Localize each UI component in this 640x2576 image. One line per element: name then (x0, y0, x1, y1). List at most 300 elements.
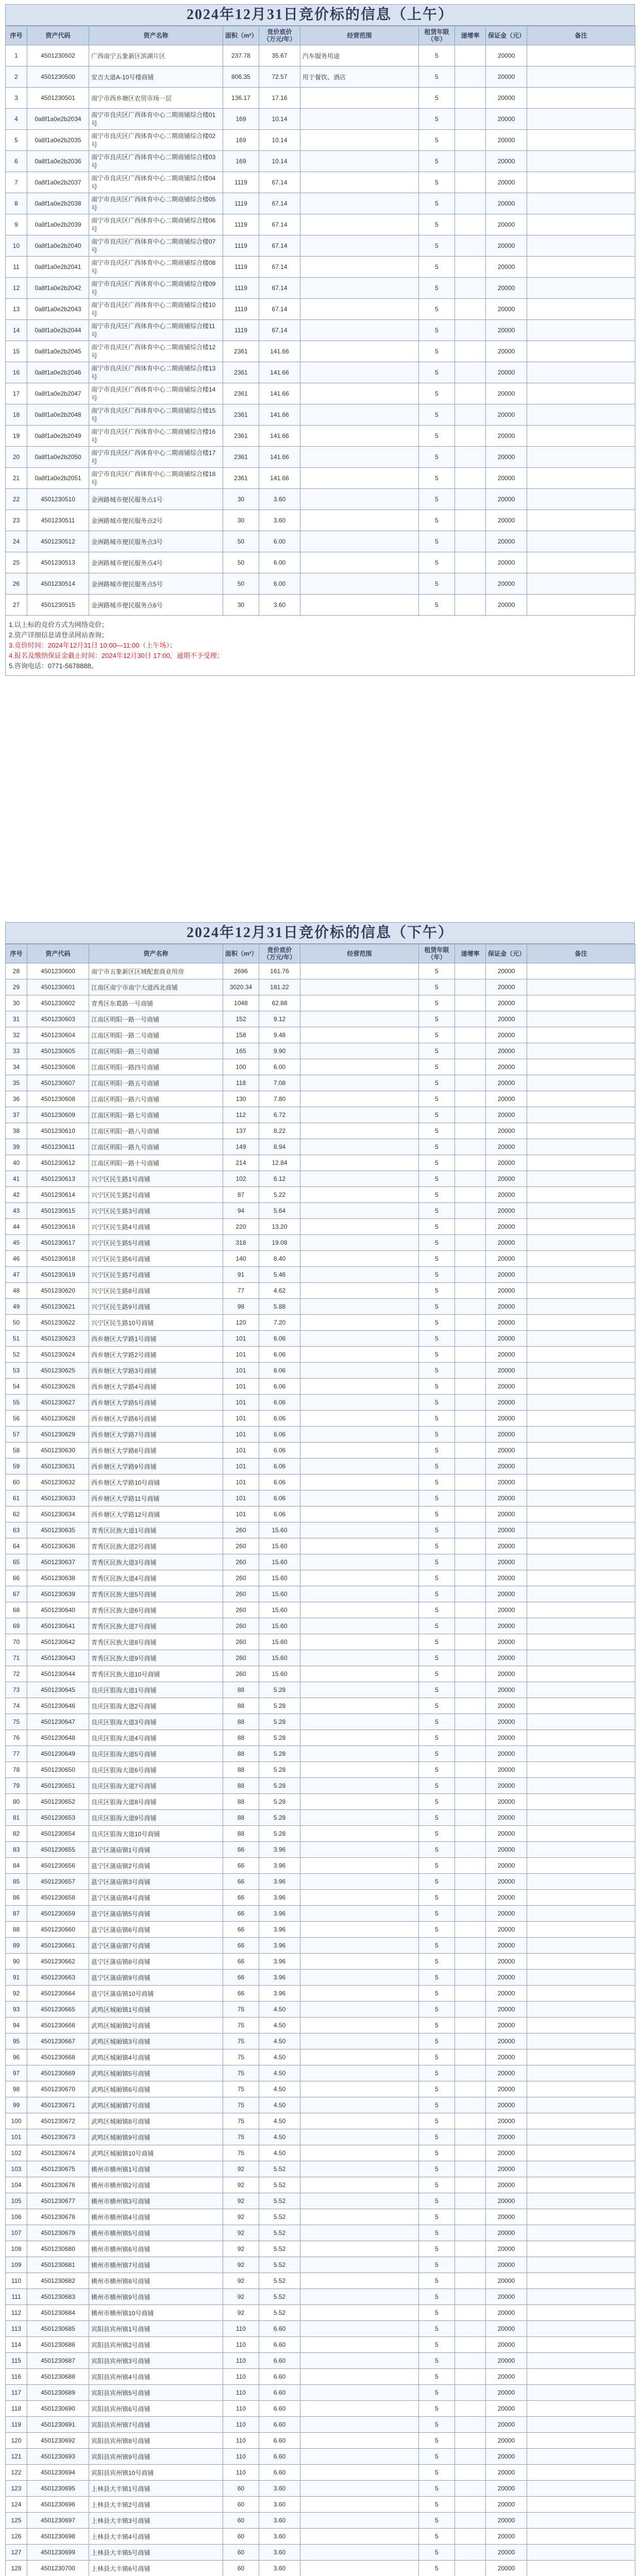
table-cell: 1119 (223, 320, 259, 341)
table-cell (300, 1650, 419, 1666)
table-cell: 96 (6, 2049, 27, 2065)
table-row (6, 2369, 635, 2385)
table-row (6, 1139, 635, 1155)
table-cell (300, 1203, 419, 1219)
table-cell (300, 1283, 419, 1299)
table-cell (300, 1954, 419, 1970)
table-cell: 161.76 (259, 963, 300, 979)
table-cell: 5.28 (259, 1746, 300, 1762)
table-cell (527, 1139, 635, 1155)
table-cell: 100 (6, 2113, 27, 2129)
table-cell: 6.60 (259, 2337, 300, 2353)
table-cell: 20000 (486, 341, 527, 362)
table-cell: 3.96 (259, 1858, 300, 1874)
table-cell (527, 1315, 635, 1331)
table-row (6, 383, 635, 404)
table-cell: 5 (419, 88, 455, 109)
table-row (6, 2273, 635, 2289)
table-cell: 江南区南宁市南宁大道西北商铺 (89, 979, 223, 995)
table-cell: 5 (419, 1187, 455, 1203)
table-cell: 260 (223, 1522, 259, 1538)
table-cell (300, 88, 419, 109)
table-cell: 20000 (486, 130, 527, 151)
table-cell (527, 1602, 635, 1618)
table-cell (455, 1970, 486, 1986)
table-cell: 20000 (486, 1730, 527, 1746)
table-cell (527, 1075, 635, 1091)
table-row (6, 404, 635, 426)
table-cell: 20000 (486, 362, 527, 383)
table-cell: 横州市横州镇5号商铺 (89, 2225, 223, 2241)
table-cell: 101 (6, 2129, 27, 2145)
table-cell (527, 2113, 635, 2129)
column-header: 竞价底价（万元/年） (259, 944, 300, 963)
table-cell: 4501230618 (27, 1251, 89, 1267)
table-cell (527, 2177, 635, 2193)
table-cell (527, 2513, 635, 2529)
table-cell: 101 (223, 1331, 259, 1347)
table-cell: 5 (419, 1490, 455, 1506)
table-cell (300, 1347, 419, 1363)
table-cell (527, 2497, 635, 2513)
table-cell: 260 (223, 1602, 259, 1618)
table-cell (300, 2385, 419, 2401)
table-cell: 20000 (486, 278, 527, 299)
table-cell: 85 (6, 1874, 27, 1890)
table-row (6, 979, 635, 995)
table-row (6, 1411, 635, 1427)
table-cell (300, 1858, 419, 1874)
table-cell: 广西南宁五象新区滨湖片区 (89, 45, 223, 66)
table-cell: 42 (6, 1187, 27, 1203)
table-cell: 20000 (486, 151, 527, 172)
table-cell: 67.14 (259, 214, 300, 235)
table-cell (455, 1954, 486, 1970)
table-cell: 0a8f1a0e2b2040 (27, 235, 89, 257)
table-cell: 5 (419, 552, 455, 573)
table-cell: 1 (6, 45, 27, 66)
table-row (6, 1171, 635, 1187)
column-header: 面积（m²） (223, 26, 259, 45)
table-cell: 4501230668 (27, 2049, 89, 2065)
table-cell: 宾阳县宾州镇1号商铺 (89, 2321, 223, 2337)
table-cell: 青秀区民族大道8号商铺 (89, 1634, 223, 1650)
table-cell: 20000 (486, 257, 527, 278)
table-row (6, 2145, 635, 2161)
table-cell (527, 1043, 635, 1059)
table-cell (300, 2321, 419, 2337)
table-cell: 宾阳县宾州镇3号商铺 (89, 2353, 223, 2369)
table-cell (300, 257, 419, 278)
table-row (6, 1586, 635, 1602)
table-row (6, 447, 635, 468)
table-cell (527, 88, 635, 109)
table-cell: 20000 (486, 2209, 527, 2225)
table-cell: 金洲路城市便民服务点4号 (89, 552, 223, 573)
table-cell (527, 2385, 635, 2401)
table-cell: 20000 (486, 2385, 527, 2401)
table-cell: 15.60 (259, 1586, 300, 1602)
table-cell: 5 (419, 1762, 455, 1778)
table-cell (527, 489, 635, 510)
table-cell (300, 1091, 419, 1107)
table-cell: 宾阳县宾州镇4号商铺 (89, 2369, 223, 2385)
table-cell (527, 45, 635, 66)
table-cell: 5 (419, 1235, 455, 1251)
table-row (6, 1874, 635, 1890)
table-cell: 武鸣区城厢镇1号商铺 (89, 2002, 223, 2018)
table-cell: 5 (419, 1634, 455, 1650)
table-cell: 兴宁区民生路3号商铺 (89, 1203, 223, 1219)
table-cell: 47 (6, 1267, 27, 1283)
table-cell: 6.00 (259, 531, 300, 552)
table-cell: 6.06 (259, 1427, 300, 1443)
table-cell (455, 1842, 486, 1858)
table-cell: 西乡塘区大学路6号商铺 (89, 1411, 223, 1427)
table-cell (527, 1267, 635, 1283)
table-row (6, 2433, 635, 2449)
table-cell: 3.60 (259, 2497, 300, 2513)
table-cell: 20000 (486, 2129, 527, 2145)
table-cell: 宾阳县宾州镇10号商铺 (89, 2465, 223, 2481)
table-cell: 20000 (486, 2417, 527, 2433)
table-cell (527, 2033, 635, 2049)
table-cell: 20000 (486, 1954, 527, 1970)
table-upper (5, 26, 635, 616)
table-cell (300, 214, 419, 235)
table-cell: 60 (6, 1475, 27, 1490)
table-row (6, 1363, 635, 1379)
table-cell (527, 2018, 635, 2033)
table-cell: 武鸣区城厢镇4号商铺 (89, 2049, 223, 2065)
column-header: 保证金（元） (486, 944, 527, 963)
table-cell: 5 (419, 2513, 455, 2529)
note-line: 5.咨询电话：0771-5678888。 (9, 662, 98, 670)
table-cell: 5 (419, 1027, 455, 1043)
table-cell: 横州市横州镇6号商铺 (89, 2241, 223, 2257)
table-cell (527, 2401, 635, 2417)
table-cell: 6.06 (259, 1347, 300, 1363)
table-cell (527, 1986, 635, 2002)
table-cell (300, 2241, 419, 2257)
table-cell: 75 (223, 2018, 259, 2033)
table-cell (455, 1475, 486, 1490)
table-cell: 25 (6, 552, 27, 573)
table-cell (300, 2065, 419, 2081)
note-line: 3.竞价时间：2024年12月31日 10:00—11:00（上午场）； (9, 641, 176, 649)
table-cell: 75 (223, 2065, 259, 2081)
table-cell: 82 (6, 1826, 27, 1842)
table-cell (300, 1299, 419, 1315)
table-cell (300, 447, 419, 468)
table-cell (455, 1331, 486, 1347)
table-cell (455, 362, 486, 383)
table-cell: 20000 (486, 1906, 527, 1922)
table-cell: 101 (223, 1347, 259, 1363)
table-cell (527, 1347, 635, 1363)
table-cell: 2361 (223, 447, 259, 468)
table-cell: 4501230623 (27, 1331, 89, 1347)
table-row (6, 1251, 635, 1267)
table-cell (455, 88, 486, 109)
table-cell: 20000 (486, 1890, 527, 1906)
table-cell: 4501230620 (27, 1283, 89, 1299)
table-cell: 6.60 (259, 2385, 300, 2401)
table-cell: 101 (223, 1490, 259, 1506)
table-cell: 20000 (486, 2177, 527, 2193)
table-row (6, 1315, 635, 1331)
table-cell: 89 (6, 1938, 27, 1954)
table-cell (527, 1618, 635, 1634)
table-row (6, 2385, 635, 2401)
table-cell: 123 (6, 2481, 27, 2497)
table-cell: 10.14 (259, 130, 300, 151)
table-cell: 88 (223, 1746, 259, 1762)
table-cell: 15.60 (259, 1666, 300, 1682)
table-cell (300, 193, 419, 214)
table-cell (527, 1794, 635, 1810)
table-cell: 5 (419, 1810, 455, 1826)
table-cell: 横州市横州镇9号商铺 (89, 2289, 223, 2305)
table-cell (455, 2097, 486, 2113)
table-cell (300, 2449, 419, 2465)
table-cell: 20000 (486, 1602, 527, 1618)
table-cell: 5 (419, 1602, 455, 1618)
table-cell: 4501230611 (27, 1139, 89, 1155)
table-cell: 77 (6, 1746, 27, 1762)
table-cell: 4501230621 (27, 1299, 89, 1315)
table-cell: 4.50 (259, 2097, 300, 2113)
table-row (6, 2049, 635, 2065)
table-cell: 20000 (486, 383, 527, 404)
table-cell (527, 2209, 635, 2225)
table-cell: 5 (419, 2081, 455, 2097)
table-cell: 5 (419, 1794, 455, 1810)
table-cell (455, 1443, 486, 1459)
table-cell (455, 2305, 486, 2321)
column-header: 资产名称 (89, 26, 223, 45)
table-lower (5, 944, 635, 2576)
table-cell: 66 (223, 1922, 259, 1938)
table-cell (300, 1762, 419, 1778)
table-row (6, 1283, 635, 1299)
table-cell (527, 66, 635, 88)
table-cell: 20000 (486, 1618, 527, 1634)
table-cell: 20000 (486, 2081, 527, 2097)
table-cell: 66 (223, 1858, 259, 1874)
table-cell: 67.14 (259, 235, 300, 257)
table-row (6, 2337, 635, 2353)
table-cell: 4501230500 (27, 66, 89, 88)
table-cell: 20000 (486, 2113, 527, 2129)
table-cell: 5 (419, 341, 455, 362)
table-cell (455, 1714, 486, 1730)
table-cell (300, 2401, 419, 2417)
table-cell: 6.06 (259, 1395, 300, 1411)
table-cell: 1119 (223, 278, 259, 299)
table-cell: 6.72 (259, 1107, 300, 1123)
table-cell: 56 (6, 1411, 27, 1427)
table-cell: 5 (419, 1618, 455, 1634)
table-cell: 横州市横州镇4号商铺 (89, 2209, 223, 2225)
table-row (6, 1155, 635, 1171)
table-cell: 101 (223, 1475, 259, 1490)
table-cell: 127 (6, 2545, 27, 2561)
table-cell: 5.22 (259, 1187, 300, 1203)
table-row (6, 2161, 635, 2177)
table-row (6, 1762, 635, 1778)
table-cell: 107 (6, 2225, 27, 2241)
table-cell: 4501230622 (27, 1315, 89, 1331)
table-cell: 20000 (486, 2257, 527, 2273)
table-cell: 60 (223, 2545, 259, 2561)
table-cell: 68 (6, 1602, 27, 1618)
table-cell (527, 2273, 635, 2289)
table-cell: 5 (419, 1411, 455, 1427)
table-cell (527, 2417, 635, 2433)
table-cell: 92 (6, 1986, 27, 2002)
table-cell (527, 193, 635, 214)
table-cell: 110 (223, 2449, 259, 2465)
table-cell: 2361 (223, 426, 259, 447)
table-cell (300, 963, 419, 979)
table-cell: 3.60 (259, 595, 300, 616)
table-cell: 上林县大丰镇5号商铺 (89, 2545, 223, 2561)
table-cell: 4501230695 (27, 2481, 89, 2497)
table-cell (455, 1251, 486, 1267)
table-cell: 5 (419, 1363, 455, 1379)
column-header: 租赁年限（年） (419, 26, 455, 45)
table-cell: 67.14 (259, 278, 300, 299)
table-cell (300, 2353, 419, 2369)
table-cell (455, 1794, 486, 1810)
column-header: 经营范围 (300, 944, 419, 963)
table-body-lower (6, 963, 635, 2576)
table-cell (300, 1810, 419, 1826)
table-cell (300, 1379, 419, 1395)
table-cell: 4501230612 (27, 1155, 89, 1171)
table-cell: 260 (223, 1666, 259, 1682)
table-cell: 3.96 (259, 1954, 300, 1970)
table-cell: 141.66 (259, 341, 300, 362)
table-row (6, 1666, 635, 1682)
table-cell: 26 (6, 573, 27, 595)
table-cell: 金洲路城市便民服务点3号 (89, 531, 223, 552)
table-cell (300, 278, 419, 299)
table-cell (527, 573, 635, 595)
table-cell: 4501230624 (27, 1347, 89, 1363)
table-cell: 28 (6, 963, 27, 979)
table-cell: 5 (419, 2433, 455, 2449)
table-cell (455, 404, 486, 426)
table-cell: 27 (6, 595, 27, 616)
table-cell: 21 (6, 468, 27, 489)
table-cell (527, 1411, 635, 1427)
table-cell: 5.28 (259, 1714, 300, 1730)
table-cell: 30 (223, 489, 259, 510)
table-row (6, 1043, 635, 1059)
table-cell (527, 1938, 635, 1954)
table-cell: 南宁市良庆区广西体育中心二期商铺综合楼07号 (89, 235, 223, 257)
table-cell: 65 (6, 1554, 27, 1570)
table-cell (527, 2305, 635, 2321)
table-cell: 15.60 (259, 1570, 300, 1586)
table-cell: 67 (6, 1586, 27, 1602)
table-row (6, 2353, 635, 2369)
table-cell: 5 (419, 1331, 455, 1347)
table-cell: 20000 (486, 1427, 527, 1443)
table-cell: 30 (6, 995, 27, 1011)
table-cell: 5 (419, 1698, 455, 1714)
table-cell: 0a8f1a0e2b2037 (27, 172, 89, 193)
table-cell (455, 1570, 486, 1586)
table-cell: 5.52 (259, 2225, 300, 2241)
table-cell: 5 (419, 1395, 455, 1411)
table-cell: 121 (6, 2449, 27, 2465)
table-cell: 9.12 (259, 1011, 300, 1027)
table-cell (455, 1826, 486, 1842)
table-cell: 20000 (486, 1490, 527, 1506)
table-cell: 94 (6, 2018, 27, 2033)
table-cell: 98 (6, 2081, 27, 2097)
table-cell (527, 362, 635, 383)
table-cell: 宾阳县宾州镇6号商铺 (89, 2401, 223, 2417)
table-cell: 101 (223, 1459, 259, 1475)
table-row (6, 151, 635, 172)
table-cell: 20000 (486, 1586, 527, 1602)
table-cell: 5.52 (259, 2289, 300, 2305)
table-cell: 92 (223, 2241, 259, 2257)
table-cell: 5 (419, 383, 455, 404)
table-cell: 5 (419, 1826, 455, 1842)
table-cell: 金洲路城市便民服务点6号 (89, 595, 223, 616)
table-cell: 南宁市西乡塘区农贸市场一层 (89, 88, 223, 109)
table-cell: 75 (223, 2002, 259, 2018)
table-cell: 5 (419, 278, 455, 299)
table-cell: 4501230682 (27, 2273, 89, 2289)
table-cell: 4501230502 (27, 45, 89, 66)
table-cell: 20000 (486, 468, 527, 489)
table-cell (455, 235, 486, 257)
table-cell: 6.60 (259, 2433, 300, 2449)
table-cell (527, 2433, 635, 2449)
table-cell: 3.60 (259, 2545, 300, 2561)
table-cell: 1119 (223, 299, 259, 320)
table-cell (527, 1443, 635, 1459)
table-row (6, 45, 635, 66)
table-cell: 75 (6, 1714, 27, 1730)
table-cell: 青秀区民族大道9号商铺 (89, 1650, 223, 1666)
table-cell (455, 1139, 486, 1155)
table-cell: 79 (6, 1778, 27, 1794)
table-cell: 81 (6, 1810, 27, 1826)
table-cell (455, 1219, 486, 1235)
table-cell: 5 (419, 1139, 455, 1155)
table-row (6, 130, 635, 151)
table-cell: 2361 (223, 468, 259, 489)
table-cell (300, 1826, 419, 1842)
table-cell (455, 2161, 486, 2177)
table-cell (455, 2545, 486, 2561)
table-cell (300, 2177, 419, 2193)
table-cell: 2 (6, 66, 27, 88)
table-cell: 15.60 (259, 1602, 300, 1618)
table-cell: 良庆区银海大道6号商铺 (89, 1762, 223, 1778)
table-cell (300, 2337, 419, 2353)
table-cell: 南宁市良庆区广西体育中心二期商铺综合楼08号 (89, 257, 223, 278)
table-cell: 5 (419, 2465, 455, 2481)
table-cell: 5 (419, 1315, 455, 1331)
